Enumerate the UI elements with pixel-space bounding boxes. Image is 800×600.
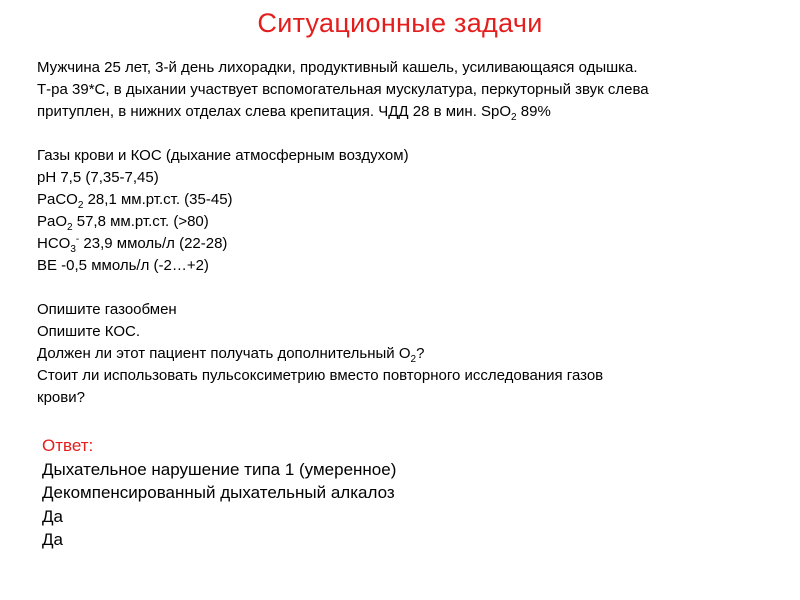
be-value: BE -0,5 ммоль/л (-2…+2)	[37, 257, 209, 274]
pao2-value: PaO$_2$ 57,8 мм.рт.ст. (>80)	[37, 213, 209, 233]
paco2-value: PaCO$_2$ 28,1 мм.рт.ст. (35-45)	[37, 191, 233, 211]
hco3-value: $HCO_3^-$ 23,9 ммоль/л (22-28)	[37, 234, 228, 255]
question: Стоит ли использовать пульсоксиметрию вместо повторного исследования газов	[37, 367, 604, 384]
question: крови?	[37, 389, 85, 406]
answer-line: Дыхательное нарушение типа 1 (умеренное)	[42, 459, 397, 479]
question: Опишите газообмен	[37, 301, 177, 318]
case-line: притуплен, в нижних отделах слева крепитация. ЧДД 28 в мин. SpO$_2$ 89%	[37, 103, 551, 123]
answer-heading: Ответ:	[42, 436, 94, 455]
question: Опишите КОС.	[37, 323, 141, 340]
case-line: Мужчина 25 лет, 3-й день лихорадки, продуктивный кашель, усиливающаяся одышка.	[37, 59, 638, 76]
question: Должен ли этот пациент получать дополнительный $О_2$?	[37, 345, 425, 365]
ph-value: pH 7,5 (7,35-7,45)	[37, 169, 159, 186]
case-line: Т-ра 39*С, в дыхании участвует вспомогательная мускулатура, перкуторный звук слева	[37, 81, 649, 98]
case-description	[37, 57, 777, 409]
answer-line: Да	[42, 506, 63, 526]
answer-line: Декомпенсированный дыхательный алкалоз	[42, 483, 395, 502]
slide-title: Ситуационные задачи	[257, 8, 543, 38]
answer-block	[42, 434, 742, 552]
answer-line: Да	[42, 530, 63, 549]
gases-heading: Газы крови и КОС (дыхание атмосферным воздухом)	[37, 147, 409, 164]
